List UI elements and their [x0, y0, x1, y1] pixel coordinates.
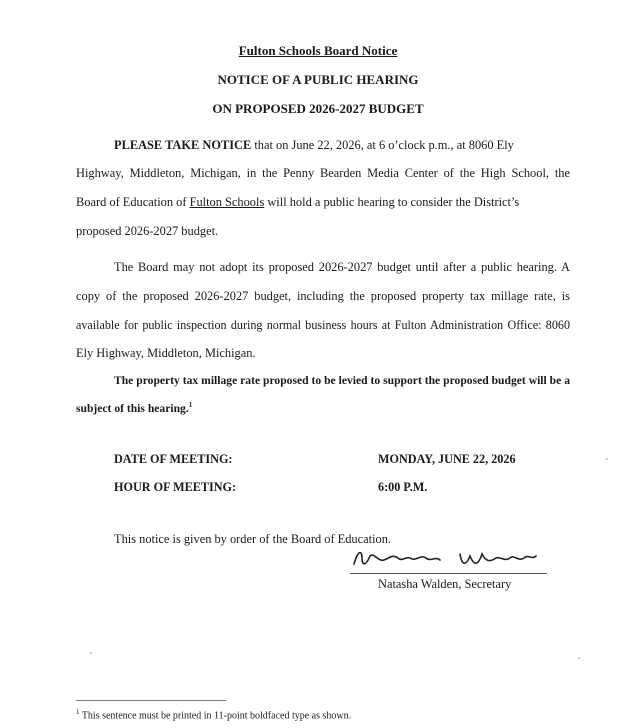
paragraph-2-line-1: The Board may not adopt its proposed 2026-2027 budget until after a public hearing. A	[114, 260, 570, 274]
footnote	[76, 708, 351, 721]
paragraph-1-line-1-text: that on June 22, 2026, at 6 o’clock p.m., at 8060 Ely	[251, 138, 514, 152]
paragraph-1-line-3-end: will hold a public hearing to consider the District’s	[264, 195, 520, 209]
date-of-meeting-label: DATE OF MEETING:	[114, 452, 233, 466]
paragraph-1-line-4: proposed 2026-2027 budget.	[76, 224, 219, 238]
footnote-divider	[76, 700, 226, 701]
order-statement: This notice is given by order of the Board of Education.	[114, 532, 391, 546]
paragraph-3-line-2-text: subject of this hearing.	[76, 401, 189, 415]
notice-title: Fulton Schools Board Notice	[238, 43, 398, 58]
paragraph-3-line-1: The property tax millage rate proposed to be levied to support the proposed budget will be a	[114, 374, 570, 387]
scan-speck	[90, 652, 92, 654]
handwritten-signature	[350, 544, 540, 572]
scan-speck	[578, 657, 580, 659]
paragraph-2-line-3: available for public inspection during normal business hours at Fulton Administration Office: 8060	[76, 318, 570, 332]
footnote-text: This sentence must be printed in 11-point boldfaced type as shown.	[79, 710, 352, 722]
signature-line	[350, 573, 547, 574]
footnote-marker: 1	[76, 708, 80, 716]
paragraph-2-line-4: Ely Highway, Middleton, Michigan.	[76, 346, 256, 360]
hour-of-meeting-label: HOUR OF MEETING:	[114, 480, 237, 494]
fulton-schools-link-text: Fulton Schools	[189, 195, 265, 209]
paragraph-1-line-3	[76, 195, 519, 210]
please-take-notice-lead: PLEASE TAKE NOTICE	[114, 138, 252, 152]
paragraph-3-line-2	[76, 401, 192, 415]
date-of-meeting-value: MONDAY, JUNE 22, 2026	[378, 452, 516, 466]
signer-name-title: Natasha Walden, Secretary	[378, 577, 512, 591]
scan-speck	[606, 458, 608, 460]
footnote-reference: 1	[188, 401, 193, 409]
hour-of-meeting-value: 6:00 P.M.	[378, 480, 428, 494]
notice-heading: NOTICE OF A PUBLIC HEARING	[217, 72, 419, 87]
notice-subheading: ON PROPOSED 2026-2027 BUDGET	[212, 101, 424, 116]
paragraph-1-line-2: Highway, Middleton, Michigan, in the Penny Bearden Media Center of the High School, the	[76, 166, 570, 180]
paragraph-1-line-3-start: Board of Education of	[76, 195, 190, 209]
paragraph-1-line-1	[114, 138, 514, 153]
paragraph-2-line-2: copy of the proposed 2026-2027 budget, including the proposed property tax millage rate, is	[76, 289, 570, 303]
